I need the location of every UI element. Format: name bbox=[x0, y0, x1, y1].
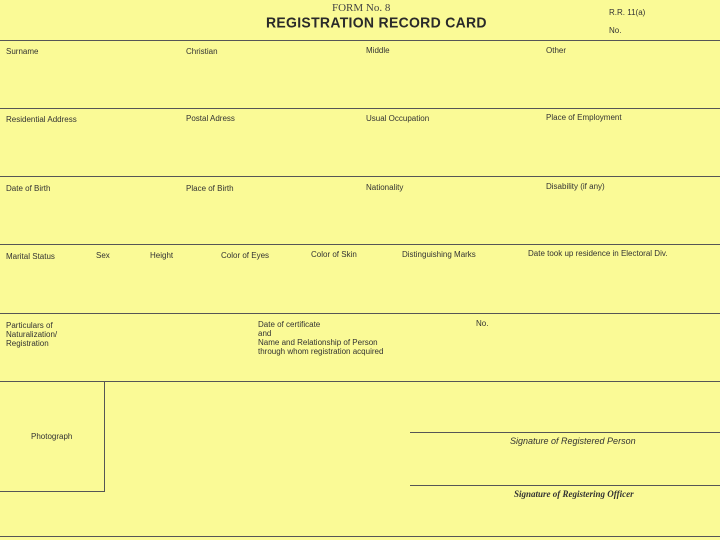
other-name-label: Other bbox=[546, 46, 567, 55]
particulars-label-line3: Registration bbox=[6, 339, 49, 348]
divider-row5 bbox=[0, 381, 720, 382]
divider-bottom bbox=[0, 536, 720, 537]
form-number: FORM No. 8 bbox=[332, 2, 391, 14]
color-of-skin-label: Color of Skin bbox=[311, 250, 357, 259]
color-of-eyes-label: Color of Eyes bbox=[221, 251, 270, 260]
divider-row2 bbox=[0, 176, 720, 177]
sex-label: Sex bbox=[96, 251, 110, 260]
date-of-birth-label: Date of Birth bbox=[6, 184, 51, 193]
christian-name-label: Christian bbox=[186, 47, 218, 56]
postal-address-label: Postal Adress bbox=[186, 114, 235, 123]
date-of-certificate-label: Date of certificate bbox=[258, 320, 321, 329]
and-label: and bbox=[258, 329, 272, 338]
registration-acquired-label: through whom registration acquired bbox=[258, 347, 384, 356]
registered-person-signature-label: Signature of Registered Person bbox=[510, 436, 636, 446]
middle-name-label: Middle bbox=[366, 46, 390, 55]
distinguishing-marks-label: Distinguishing Marks bbox=[402, 250, 476, 259]
surname-label: Surname bbox=[6, 47, 39, 56]
place-of-employment-label: Place of Employment bbox=[546, 113, 622, 122]
divider-row3 bbox=[0, 244, 720, 245]
registered-person-signature-line bbox=[410, 432, 720, 433]
height-label: Height bbox=[150, 251, 174, 260]
nationality-label: Nationality bbox=[366, 183, 404, 192]
marital-status-label: Marital Status bbox=[6, 252, 55, 261]
name-relationship-label: Name and Relationship of Person bbox=[258, 338, 378, 347]
place-of-birth-label: Place of Birth bbox=[186, 184, 234, 193]
registering-officer-signature-label: Signature of Registering Officer bbox=[514, 489, 634, 499]
card-number-label: No. bbox=[609, 26, 622, 35]
usual-occupation-label: Usual Occupation bbox=[366, 114, 430, 123]
page-title: REGISTRATION RECORD CARD bbox=[266, 13, 487, 31]
divider-row1 bbox=[0, 108, 720, 109]
divider-row4 bbox=[0, 313, 720, 314]
certificate-number-label: No. bbox=[476, 319, 489, 328]
divider-header bbox=[0, 40, 720, 41]
particulars-label-line1: Particulars of bbox=[6, 321, 53, 330]
photograph-label: Photograph bbox=[31, 432, 73, 441]
residence-date-label: Date took up residence in Electoral Div. bbox=[528, 249, 668, 258]
form-reference: R.R. 11(a) bbox=[609, 8, 646, 17]
registering-officer-signature-line bbox=[410, 485, 720, 486]
disability-label: Disability (if any) bbox=[546, 182, 605, 191]
particulars-label-line2: Naturalization/ bbox=[6, 330, 58, 339]
residential-address-label: Residential Address bbox=[6, 115, 77, 124]
